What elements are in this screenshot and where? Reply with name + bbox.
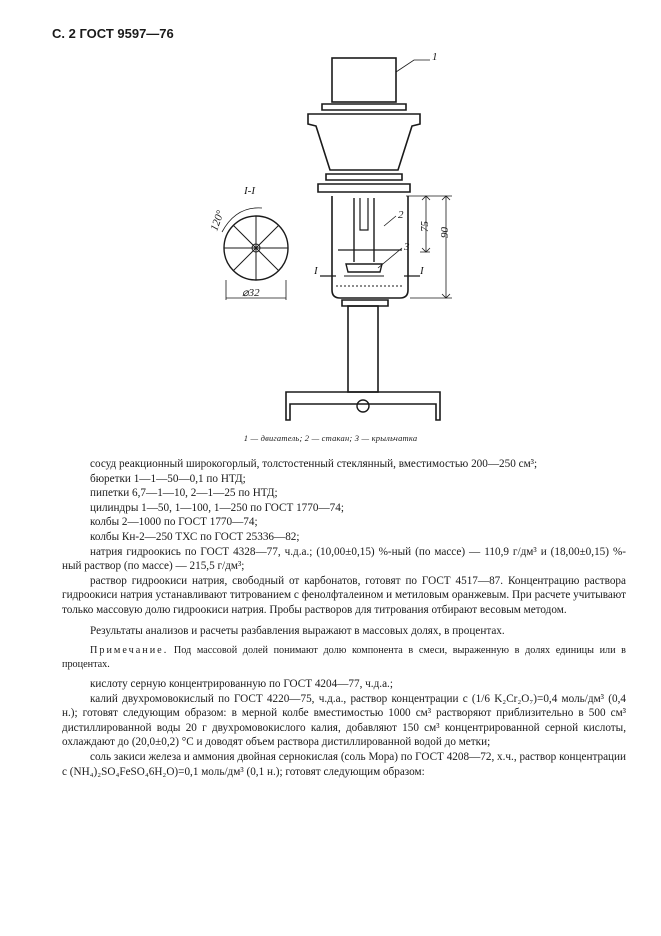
item-reaction-vessel: сосуд реакционный широкогорлый, толстостенный стеклянный, вместимостью 200—250 см³; bbox=[90, 458, 538, 470]
dichromate-formula: K₂Cr₂O₇ bbox=[489, 692, 534, 705]
diameter-label: ⌀32 bbox=[242, 287, 260, 299]
item-cylinders: цилиндры 1—50, 1—100, 1—250 по ГОСТ 1770—74; bbox=[90, 501, 344, 514]
section-label: I-I bbox=[244, 185, 255, 197]
item-flasks-1: колбы 2—1000 по ГОСТ 1770—74; bbox=[90, 516, 258, 529]
item-pipettes: пипетки 6,7—1—10, 2—1—25 по НТД; bbox=[90, 487, 278, 500]
page-header: С. 2 ГОСТ 9597—76 bbox=[52, 26, 174, 41]
section-mark-right: I bbox=[420, 265, 424, 277]
dichromate-text-a: калий двухромовокислый по ГОСТ 4220—75, ч.д.а., раствор концентрации c ( bbox=[90, 692, 476, 705]
item-flasks-2: колбы Кн-2—250 ТХС по ГОСТ 25336—82; bbox=[90, 530, 300, 543]
section-mark-left: I bbox=[314, 265, 318, 277]
jar bbox=[332, 196, 408, 298]
item-sulfuric-acid: кислоту серную концентрированную по ГОСТ 4204—77, ч.д.а.; bbox=[90, 677, 393, 690]
item-potassium-dichromate bbox=[62, 692, 626, 750]
dim-90: 90 bbox=[439, 227, 451, 238]
motor-body bbox=[332, 58, 396, 102]
figure-caption: 1 — двигатель; 2 — стакан; 3 — крыльчатка bbox=[243, 433, 418, 443]
item-mohr-salt: соль закиси железа и аммония двойная сернокислая (соль Мора) по ГОСТ 4208—72, х.ч., раствор концентрации c (NH₄)₂SO₄FeSO₄6H₂O)=0,1 моль/дм³ (0,1 н.); готовят следующим образом: bbox=[62, 750, 626, 778]
base-screw bbox=[357, 400, 369, 412]
motor-flange bbox=[322, 104, 406, 110]
callout-1: 1 bbox=[432, 51, 438, 63]
results-paragraph: Результаты анализов и расчеты разбавления выражают в массовых долях, в процентах. bbox=[90, 624, 505, 637]
callout-2: 2 bbox=[398, 209, 404, 221]
base bbox=[286, 392, 440, 420]
apparatus-drawing bbox=[222, 58, 452, 420]
body-text bbox=[62, 457, 626, 779]
item-sodium-hydroxide: натрия гидроокись по ГОСТ 4328—77, ч.д.а.; (10,00±0,15) %-ный (по массе) — 110,9 г/дм³ и (18,00±0,15) %-ный раствор (по массе) — 215,5 г/дм³; bbox=[62, 545, 626, 573]
bell-housing bbox=[308, 114, 420, 170]
dichromate-fraction: 1/6 bbox=[475, 692, 490, 705]
item-naoh-solution: раствор гидроокиси натрия, свободный от карбонатов, готовят по ГОСТ 4517—87. Концентрацию раствора гидроокиси натрия устанавливают титрованием с фенолфталеином и метиловым оранжевым. При расчете учитывают только массовую долю гидроокиси натрия. Пробы растворов для титрования отбирают весовым методом. bbox=[62, 574, 626, 616]
angle-label: 120° bbox=[208, 208, 227, 233]
dim-75: 75 bbox=[419, 221, 431, 232]
apparatus-figure bbox=[0, 0, 661, 440]
note-paragraph bbox=[62, 644, 626, 671]
note-label: Примечание. bbox=[90, 645, 169, 657]
dichromate-text-b: )=0,4 моль/дм³ (0,4 н.); готовят следующим образом: в мерной колбе вместимостью 1000 см³ растворяют приблизительно в 500 см³ дистиллированной воды 20 г двухромовокислого калия, добавляют 150 см³ концентрированной серной кислоты, охлаждают до (20,0±0,2) °С и доводят объем раствора дистиллированной водой до метки; bbox=[62, 692, 626, 749]
item-burettes: бюретки 1—1—50—0,1 по НТД; bbox=[90, 472, 246, 485]
impeller bbox=[346, 264, 382, 272]
note-text: Под массовой долей понимают долю компонента в смеси, выраженную в долях единицы или в процентах. bbox=[62, 645, 626, 670]
callout-3: 3 bbox=[404, 241, 410, 253]
